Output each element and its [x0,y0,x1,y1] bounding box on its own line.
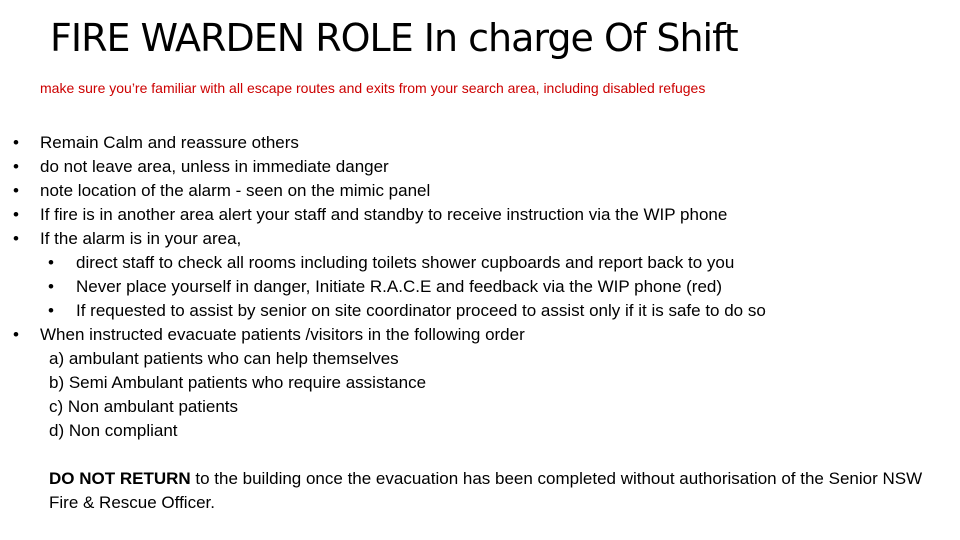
list-item-text: do not leave area, unless in immediate danger [40,157,389,176]
bullet-marker: • [48,277,54,296]
list-item-text: When instructed evacuate patients /visitors in the following order [40,325,525,344]
list-item [0,131,960,155]
list-item-text: If the alarm is in your area, [40,229,242,248]
subtitle: make sure you’re familiar with all escape routes and exits from your search area, including disabled refuges [40,80,706,96]
bullet-marker: • [13,181,19,200]
sub-list-item [0,275,960,299]
bullet-marker: • [13,229,19,248]
list-item [0,323,960,347]
sub-list-item-text: Never place yourself in danger, Initiate R.A.C.E and feedback via the WIP phone (red) [76,277,723,296]
instruction-list [0,131,960,443]
slide-title: FIRE WARDEN ROLE In charge Of Shift [50,16,738,60]
bullet-marker: • [48,301,54,320]
list-item-text: Remain Calm and reassure others [40,133,299,152]
notice-emphasis: DO NOT RETURN [49,469,191,488]
order-item [0,347,960,371]
list-item-text: If fire is in another area alert your staff and standby to receive instruction via the WIP phone [40,205,728,224]
list-item-text: note location of the alarm - seen on the mimic panel [40,181,431,200]
warning-notice [49,467,944,515]
bullet-marker: • [48,253,54,272]
bullet-marker: • [13,157,19,176]
order-item [0,419,960,443]
bullet-marker: • [13,205,19,224]
sub-list-item-text: direct staff to check all rooms including toilets shower cupboards and report back to you [76,253,735,272]
order-item-text: a) ambulant patients who can help themselves [49,349,399,368]
order-item-text: c) Non ambulant patients [49,397,238,416]
list-item [0,179,960,203]
list-item [0,155,960,179]
list-item [0,227,960,251]
sub-list-item-text: If requested to assist by senior on site coordinator proceed to assist only if it is safe to do so [76,301,766,320]
order-item-text: b) Semi Ambulant patients who require assistance [49,373,427,392]
sub-list-item [0,299,960,323]
order-item [0,395,960,419]
sub-list-item [0,251,960,275]
list-item [0,203,960,227]
order-item [0,371,960,395]
bullet-marker: • [13,133,19,152]
bullet-marker: • [13,325,19,344]
notice-text: to the building once the evacuation has been completed without authorisation of the Senior NSW Fire & Rescue Officer. [49,469,923,512]
order-item-text: d) Non compliant [49,421,178,440]
